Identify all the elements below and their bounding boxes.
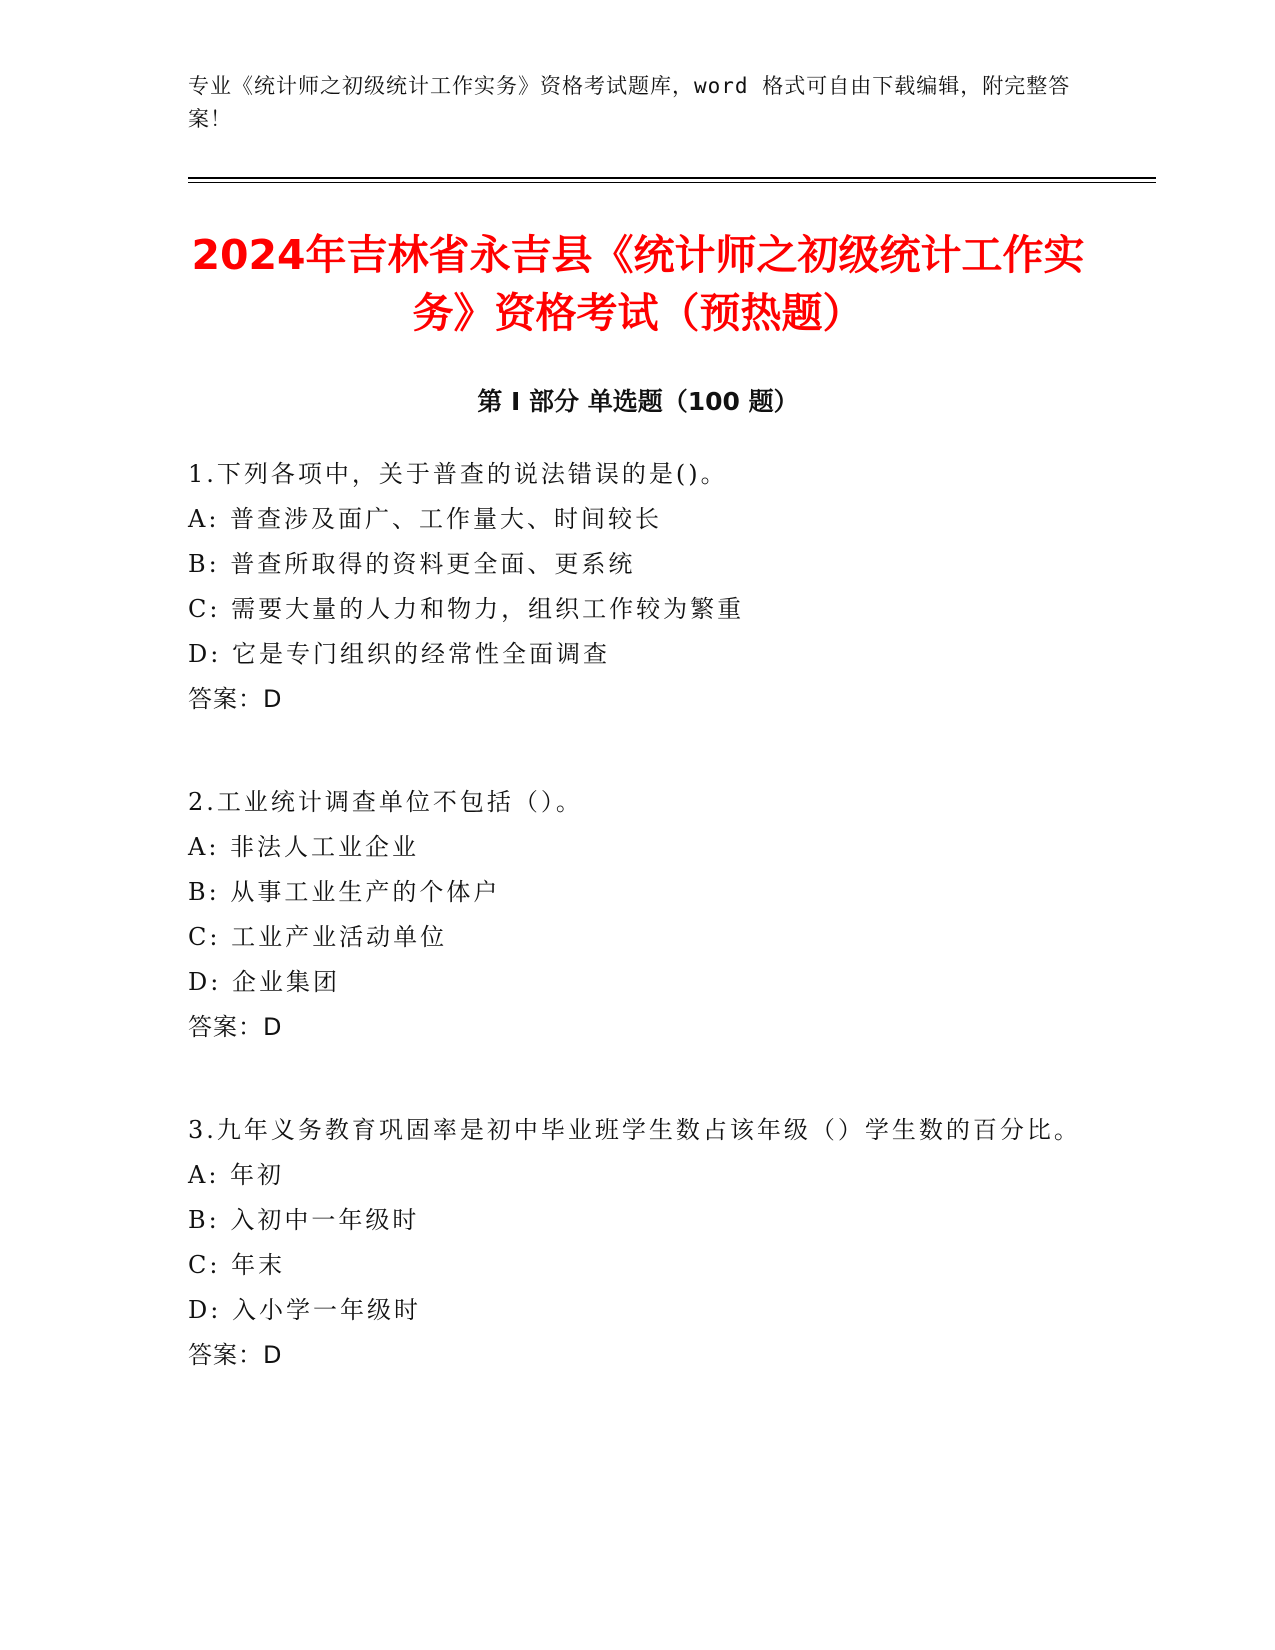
- question-stem: 1.下列各项中，关于普查的说法错误的是()。: [188, 460, 728, 488]
- answer: 答案：D: [188, 1341, 283, 1369]
- question-stem: 2.工业统计调查单位不包括（）。: [188, 788, 583, 816]
- answer: 答案：D: [188, 685, 283, 713]
- option-d: D: 入小学一年级时: [188, 1296, 421, 1324]
- option-c: C: 需要大量的人力和物力，组织工作较为繁重: [188, 595, 745, 623]
- option-b: B: 从事工业生产的个体户: [188, 878, 501, 906]
- option-d: D: 它是专门组织的经常性全面调查: [188, 640, 610, 668]
- header-divider-thin: [188, 182, 1156, 183]
- option-c: C: 工业产业活动单位: [188, 923, 448, 951]
- option-a: A: 非法人工业企业: [188, 833, 420, 861]
- question-2: [188, 780, 1088, 1050]
- header-divider-thick: [188, 177, 1156, 179]
- option-c: C: 年末: [188, 1251, 286, 1279]
- header-note: 专业《统计师之初级统计工作实务》资格考试题库，word 格式可自由下载编辑，附完整答案！: [188, 74, 1071, 131]
- option-b: B: 入初中一年级时: [188, 1206, 420, 1234]
- question-1: [188, 452, 1088, 722]
- question-stem: 3.九年义务教育巩固率是初中毕业班学生数占该年级（）学生数的百分比。: [188, 1116, 1081, 1144]
- question-3: [188, 1108, 1088, 1378]
- document-title: 2024年吉林省永吉县《统计师之初级统计工作实务》资格考试（预热题）: [191, 231, 1085, 337]
- section-title: 第 I 部分 单选题（100 题）: [477, 387, 799, 416]
- option-d: D: 企业集团: [188, 968, 340, 996]
- option-a: A: 年初: [188, 1161, 285, 1189]
- option-b: B: 普查所取得的资料更全面、更系统: [188, 550, 636, 578]
- option-a: A: 普查涉及面广、工作量大、时间较长: [188, 505, 663, 533]
- answer: 答案：D: [188, 1013, 283, 1041]
